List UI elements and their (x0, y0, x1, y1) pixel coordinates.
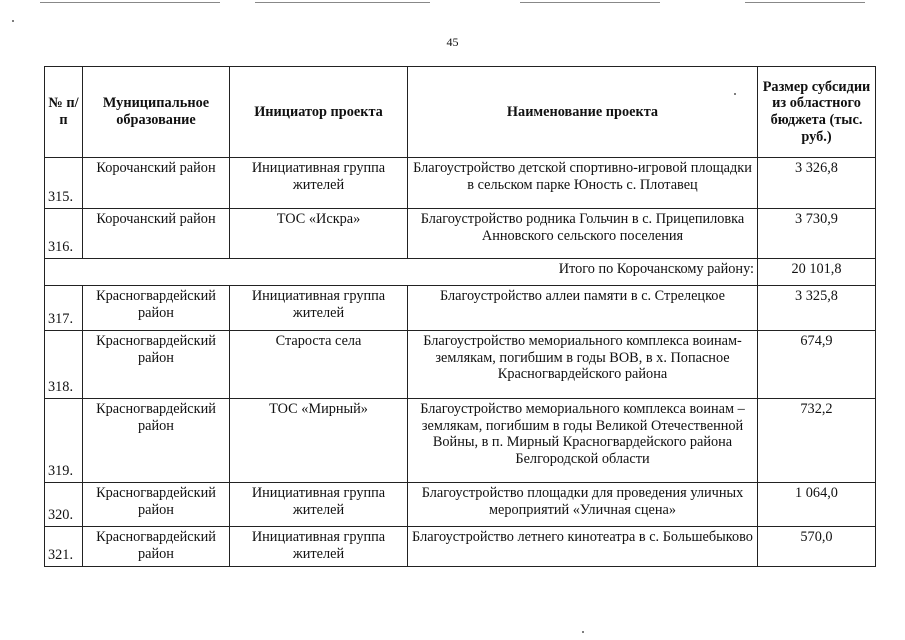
row-num: 318. (45, 331, 83, 399)
header-municipality: Муниципальное образование (83, 67, 230, 158)
row-municipality: Красногвардейский район (83, 483, 230, 527)
row-initiator: ТОС «Искра» (230, 209, 408, 259)
header-amount: Размер субсидии из областного бюджета (тыс. руб.) (758, 67, 876, 158)
row-initiator: ТОС «Мирный» (230, 399, 408, 483)
table-row (45, 399, 876, 483)
row-amount: 732,2 (758, 399, 876, 483)
row-num: 320. (45, 483, 83, 527)
row-amount: 570,0 (758, 527, 876, 567)
table-row (45, 527, 876, 567)
table-row (45, 331, 876, 399)
row-municipality: Корочанский район (83, 209, 230, 259)
header-project: Наименование проекта (408, 67, 758, 158)
row-num: 315. (45, 158, 83, 209)
row-project: Благоустройство площадки для проведения уличных мероприятий «Уличная сцена» (408, 483, 758, 527)
row-project: Благоустройство родника Гольчин в с. Прицепиловка Анновского сельского поселения (408, 209, 758, 259)
row-amount: 1 064,0 (758, 483, 876, 527)
row-municipality: Красногвардейский район (83, 399, 230, 483)
row-amount: 674,9 (758, 331, 876, 399)
scan-speck (582, 631, 584, 633)
subsidies-table (44, 66, 876, 567)
row-num: 317. (45, 286, 83, 331)
row-num: 316. (45, 209, 83, 259)
row-num: 321. (45, 527, 83, 567)
row-project: Благоустройство детской спортивно-игровой площадки в сельском парке Юность с. Плотавец (408, 158, 758, 209)
row-project: Благоустройство мемориального комплекса воинам-землякам, погибшим в годы ВОВ, в х. Попасное Красногвардейского района (408, 331, 758, 399)
page-number: 45 (446, 35, 459, 49)
table-row (45, 209, 876, 259)
table-row (45, 483, 876, 527)
table-row (45, 286, 876, 331)
row-municipality: Красногвардейский район (83, 527, 230, 567)
header-initiator: Инициатор проекта (230, 67, 408, 158)
row-num: 319. (45, 399, 83, 483)
row-project: Благоустройство аллеи памяти в с. Стрелецкое (408, 286, 758, 331)
scan-speck (734, 93, 736, 95)
top-edge-line (745, 2, 865, 3)
row-initiator: Инициативная группа жителей (230, 158, 408, 209)
scan-speck (12, 20, 14, 22)
top-edge-line (40, 2, 220, 3)
total-amount: 20 101,8 (758, 259, 876, 286)
row-initiator: Инициативная группа жителей (230, 286, 408, 331)
header-num: № п/п (45, 67, 83, 158)
table-row (45, 158, 876, 209)
table-header-row (45, 67, 876, 158)
row-amount: 3 325,8 (758, 286, 876, 331)
top-edge-line (255, 2, 430, 3)
top-edge-line (520, 2, 660, 3)
row-municipality: Красногвардейский район (83, 331, 230, 399)
total-label: Итого по Корочанскому району: (45, 259, 758, 286)
row-initiator: Инициативная группа жителей (230, 527, 408, 567)
row-municipality: Красногвардейский район (83, 286, 230, 331)
row-amount: 3 326,8 (758, 158, 876, 209)
total-row (45, 259, 876, 286)
row-project: Благоустройство летнего кинотеатра в с. Большебыково (408, 527, 758, 567)
row-municipality: Корочанский район (83, 158, 230, 209)
row-project: Благоустройство мемориального комплекса воинам – землякам, погибшим в годы Великой Отечественной Войны, в п. Мирный Красногвардейского района Белгородской области (408, 399, 758, 483)
row-amount: 3 730,9 (758, 209, 876, 259)
row-initiator: Староста села (230, 331, 408, 399)
row-initiator: Инициативная группа жителей (230, 483, 408, 527)
